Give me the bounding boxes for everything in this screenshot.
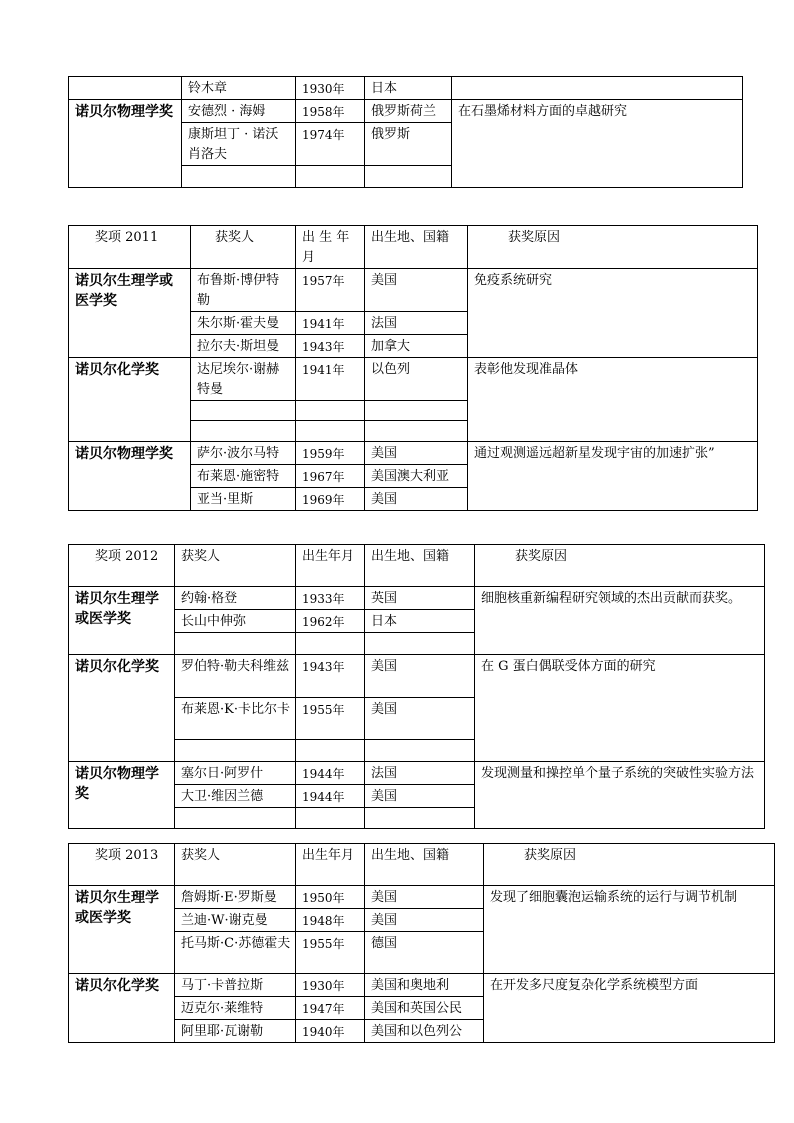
birth-year: 1941年 (296, 312, 365, 335)
table-cell (365, 166, 452, 188)
laureate-name: 詹姆斯·E·罗斯曼 (175, 886, 296, 909)
birth-year: 1955年 (296, 698, 365, 740)
birth-year: 1967年 (296, 465, 365, 488)
table-cell (365, 401, 468, 421)
prize-reason: 在石墨烯材料方面的卓越研究 (452, 100, 743, 188)
birth-year: 1969年 (296, 488, 365, 511)
nationality: 美国 (365, 909, 484, 932)
table-cell (365, 633, 475, 655)
prize-category: 诺贝尔物理学奖 (69, 100, 182, 188)
nationality: 加拿大 (365, 335, 468, 358)
birth-year: 1962年 (296, 610, 365, 633)
nationality: 美国澳大利亚 (365, 465, 468, 488)
laureate-name: 马丁·卡普拉斯 (175, 974, 296, 997)
header-origin: 出生地、国籍 (365, 545, 475, 587)
nationality: 英国 (365, 587, 475, 610)
laureate-name: 康斯坦丁 · 诺沃肖洛夫 (182, 123, 296, 166)
table-cell (296, 421, 365, 442)
table-cell (191, 401, 296, 421)
birth-year: 1958年 (296, 100, 365, 123)
birth-year: 1959年 (296, 442, 365, 465)
nationality: 俄罗斯荷兰 (365, 100, 452, 123)
nationality: 俄罗斯 (365, 123, 452, 166)
header-laureate: 获奖人 (175, 545, 296, 587)
table-cell (365, 808, 475, 829)
birth-year: 1948年 (296, 909, 365, 932)
header-laureate: 获奖人 (191, 226, 296, 269)
table-cell (191, 421, 296, 442)
table-cell (175, 808, 296, 829)
birth-year: 1944年 (296, 762, 365, 785)
nationality: 美国和奥地利 (365, 974, 484, 997)
nobel-table-2010 (68, 76, 743, 188)
prize-reason: 在 G 蛋白偶联受体方面的研究 (475, 655, 765, 762)
nationality: 美国 (365, 785, 475, 808)
header-birth: 出生年月 (296, 844, 365, 886)
prize-category: 诺贝尔生理学或医学奖 (69, 269, 191, 358)
laureate-name: 布莱恩·施密特 (191, 465, 296, 488)
prize-reason: 在开发多尺度复杂化学系统模型方面 (484, 974, 775, 1043)
laureate-name: 托马斯·C·苏德霍夫 (175, 932, 296, 974)
birth-year: 1930年 (296, 974, 365, 997)
table-cell (175, 740, 296, 762)
birth-year: 1933年 (296, 587, 365, 610)
birth-year: 1943年 (296, 655, 365, 698)
prize-reason: 通过观测遥远超新星发现宇宙的加速扩张” (468, 442, 758, 511)
prize-category: 诺贝尔生理学或医学奖 (69, 886, 175, 974)
nationality: 美国 (365, 442, 468, 465)
laureate-name: 朱尔斯·霍夫曼 (191, 312, 296, 335)
table-cell (365, 740, 475, 762)
laureate-name: 罗伯特·勒夫科维兹 (175, 655, 296, 698)
table-cell (182, 166, 296, 188)
nationality: 法国 (365, 312, 468, 335)
header-award: 奖项 2011 (69, 226, 191, 269)
header-laureate: 获奖人 (175, 844, 296, 886)
laureate-name: 塞尔日·阿罗什 (175, 762, 296, 785)
table-cell (365, 421, 468, 442)
nobel-table-2013 (68, 843, 775, 1043)
nationality: 以色列 (365, 358, 468, 401)
header-birth: 出 生 年月 (296, 226, 365, 269)
prize-category: 诺贝尔生理学或医学奖 (69, 587, 175, 655)
header-reason: 获奖原因 (475, 545, 765, 587)
birth-year: 1940年 (296, 1020, 365, 1043)
table-cell (175, 633, 296, 655)
laureate-name: 阿里耶·瓦谢勒 (175, 1020, 296, 1043)
laureate-name: 亚当·里斯 (191, 488, 296, 511)
header-award: 奖项 2012 (69, 545, 175, 587)
nationality: 日本 (365, 77, 452, 100)
laureate-name: 布鲁斯·博伊特勒 (191, 269, 296, 312)
header-birth: 出生年月 (296, 545, 365, 587)
header-reason: 获奖原因 (468, 226, 758, 269)
laureate-name: 兰迪·W·谢克曼 (175, 909, 296, 932)
prize-category: 诺贝尔物理学奖 (69, 762, 175, 829)
nationality: 法国 (365, 762, 475, 785)
nobel-table-2012 (68, 544, 765, 829)
table-cell (296, 633, 365, 655)
table-cell (296, 808, 365, 829)
laureate-name: 萨尔·波尔马特 (191, 442, 296, 465)
table-cell (296, 401, 365, 421)
header-award: 奖项 2013 (69, 844, 175, 886)
birth-year: 1930年 (296, 77, 365, 100)
nationality: 美国 (365, 488, 468, 511)
birth-year: 1955年 (296, 932, 365, 974)
laureate-name: 铃木章 (182, 77, 296, 100)
nationality: 日本 (365, 610, 475, 633)
nationality: 美国 (365, 269, 468, 312)
header-origin: 出生地、国籍 (365, 844, 484, 886)
header-origin: 出生地、国籍 (365, 226, 468, 269)
table-cell (69, 77, 182, 100)
prize-reason: 细胞核重新编程研究领域的杰出贡献而获奖。 (475, 587, 765, 655)
laureate-name: 长山中伸弥 (175, 610, 296, 633)
laureate-name: 拉尔夫·斯坦曼 (191, 335, 296, 358)
nobel-table-2011 (68, 225, 758, 511)
prize-reason: 发现了细胞囊泡运输系统的运行与调节机制 (484, 886, 775, 974)
prize-reason: 免疫系统研究 (468, 269, 758, 358)
nationality: 美国 (365, 655, 475, 698)
prize-reason: 表彰他发现准晶体 (468, 358, 758, 442)
laureate-name: 迈克尔·莱维特 (175, 997, 296, 1020)
laureate-name: 安德烈 · 海姆 (182, 100, 296, 123)
laureate-name: 大卫·维因兰德 (175, 785, 296, 808)
birth-year: 1974年 (296, 123, 365, 166)
nationality: 美国 (365, 698, 475, 740)
table-cell (452, 77, 743, 100)
birth-year: 1944年 (296, 785, 365, 808)
prize-category: 诺贝尔化学奖 (69, 655, 175, 762)
birth-year: 1950年 (296, 886, 365, 909)
nationality: 美国和以色列公 (365, 1020, 484, 1043)
header-reason: 获奖原因 (484, 844, 775, 886)
birth-year: 1947年 (296, 997, 365, 1020)
prize-category: 诺贝尔物理学奖 (69, 442, 191, 511)
prize-category: 诺贝尔化学奖 (69, 974, 175, 1043)
nationality: 德国 (365, 932, 484, 974)
nationality: 美国 (365, 886, 484, 909)
birth-year: 1957年 (296, 269, 365, 312)
birth-year: 1941年 (296, 358, 365, 401)
laureate-name: 达尼埃尔·谢赫特曼 (191, 358, 296, 401)
nationality: 美国和英国公民 (365, 997, 484, 1020)
table-cell (296, 166, 365, 188)
table-cell (296, 740, 365, 762)
laureate-name: 约翰·格登 (175, 587, 296, 610)
laureate-name: 布莱恩·K·卡比尔卡 (175, 698, 296, 740)
birth-year: 1943年 (296, 335, 365, 358)
prize-reason: 发现测量和操控单个量子系统的突破性实验方法 (475, 762, 765, 829)
prize-category: 诺贝尔化学奖 (69, 358, 191, 442)
